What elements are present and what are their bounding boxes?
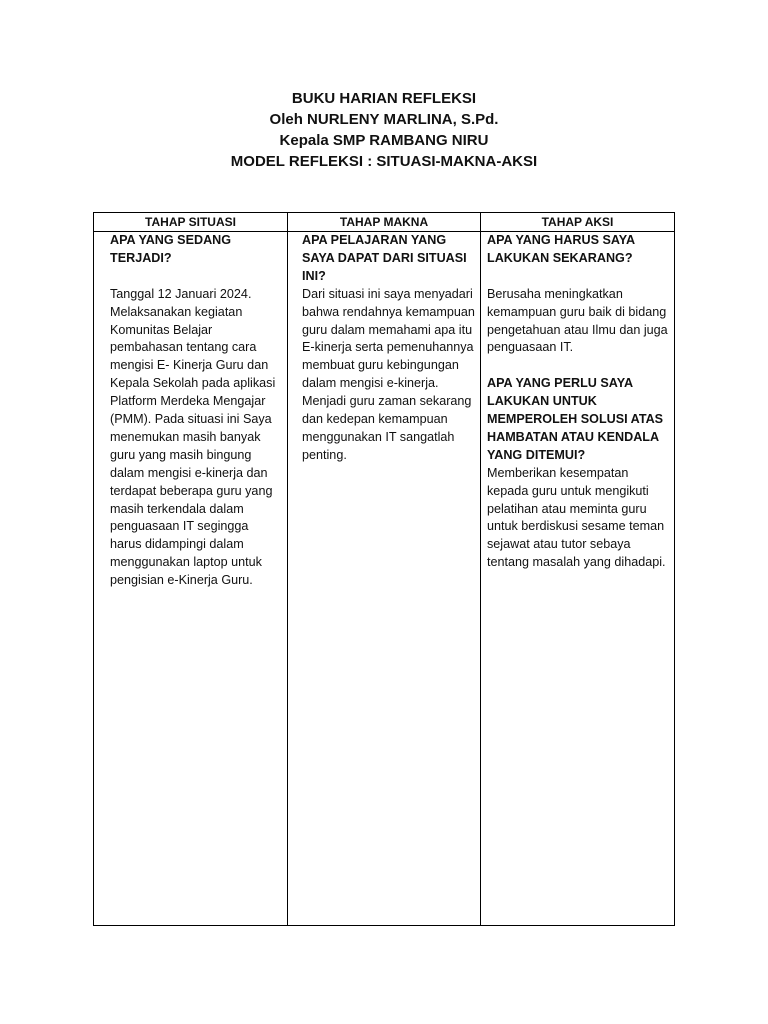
title-line-3: Kepala SMP RAMBANG NIRU <box>279 132 489 149</box>
document-title <box>0 88 768 172</box>
column-makna <box>288 213 481 925</box>
cell-aksi <box>481 232 674 572</box>
aksi-text-1: Berusaha meningkatkan kemampuan guru baik di bidang pengetahuan atau Ilmu dan juga penguasaan IT. <box>487 286 668 355</box>
column-aksi <box>481 213 674 925</box>
header-situasi: TAHAP SITUASI <box>94 213 287 232</box>
aksi-text-2: Memberikan kesempatan kepada guru untuk mengikuti pelatihan atau meminta guru untuk berdiskusi sesame teman sejawat atau tutor sebaya tentang masalah yang dihadapi. <box>487 465 666 570</box>
column-situasi <box>94 213 288 925</box>
aksi-question-2: APA YANG PERLU SAYA LAKUKAN UNTUK MEMPEROLEH SOLUSI ATAS HAMBATAN ATAU KENDALA YANG DITEMUI? <box>487 376 664 462</box>
header-makna: TAHAP MAKNA <box>288 213 480 232</box>
title-line-1: BUKU HARIAN REFLEKSI <box>291 90 477 107</box>
cell-situasi <box>94 232 287 590</box>
cell-makna <box>288 232 480 465</box>
situasi-question: APA YANG SEDANG TERJADI? <box>110 233 232 265</box>
makna-text: Dari situasi ini saya menyadari bahwa rendahnya kemampuan guru dalam memahami apa itu E-kinerja serta pemenuhannya membuat guru kebingungan dalam mengisi e-kinerja. Menjadi guru zaman sekarang dan kedepan kemampuan menggunakan IT sangatlah penting. <box>302 286 475 462</box>
makna-question: APA PELAJARAN YANG SAYA DAPAT DARI SITUASI INI? <box>302 233 467 283</box>
title-line-4: MODEL REFLEKSI : SITUASI-MAKNA-AKSI <box>230 153 538 170</box>
reflection-table <box>93 212 675 926</box>
aksi-question-1: APA YANG HARUS SAYA LAKUKAN SEKARANG? <box>487 233 635 265</box>
situasi-text: Tanggal 12 Januari 2024. Melaksanakan kegiatan Komunitas Belajar pembahasan tentang cara mengisi E- Kinerja Guru dan Kepala Sekolah pada aplikasi Platform Merdeka Mengajar (PMM). Pada situasi ini Saya menemukan masih banyak guru yang masih bingung dalam mengisi e-kinerja dan terdapat beberapa guru yang masih terkendala dalam penguasaan IT segingga harus didampingi dalam menggunakan laptop untuk pengisian e-Kinerja Guru. <box>110 286 276 588</box>
title-line-2: Oleh NURLENY MARLINA, S.Pd. <box>269 111 499 128</box>
header-aksi: TAHAP AKSI <box>481 213 674 232</box>
